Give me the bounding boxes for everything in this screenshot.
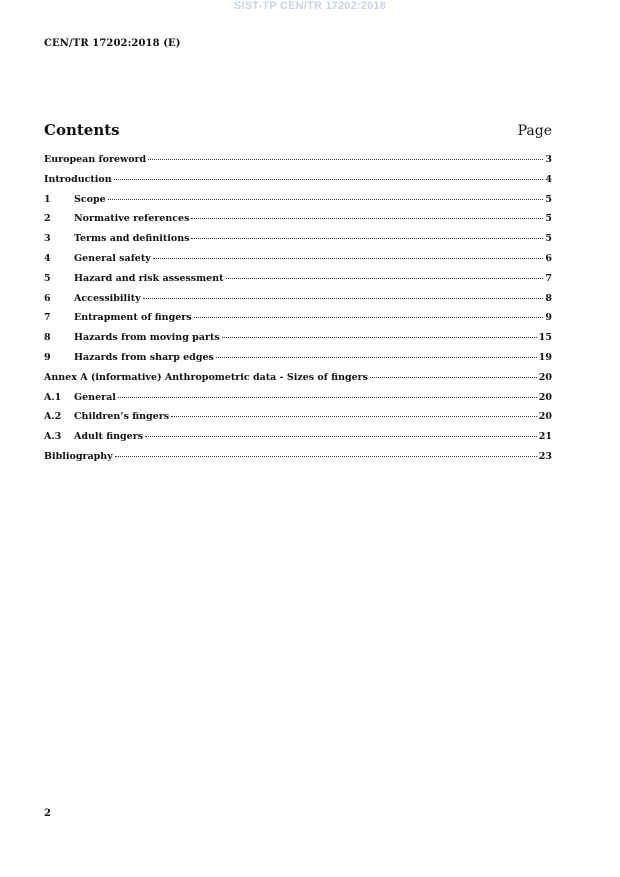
toc-dot-leader [148,159,543,160]
toc-entry[interactable] [44,154,552,174]
toc-entry-page: 20 [538,391,552,403]
document-id: CEN/TR 17202:2018 (E) [44,38,181,49]
toc-entry-number: 7 [44,312,51,324]
toc-entry-title: Introduction [44,173,112,185]
toc-entry-title: European foreword [44,154,147,165]
toc-entry-title: Scope [74,193,106,205]
toc-entry-page: 20 [538,411,552,423]
toc-entry-page: 5 [545,233,552,245]
toc-dot-leader [222,337,537,338]
toc-entry-number: 1 [44,193,51,205]
toc-entry[interactable] [44,253,552,273]
toc-entry-page: 5 [545,193,552,205]
contents-header [44,121,552,139]
watermark: SIST-TP CEN/TR 17202:2018 [233,0,387,12]
toc-dot-leader [118,397,537,398]
toc-dot-leader [114,179,544,180]
toc-dot-leader [115,456,537,457]
toc-entry[interactable] [44,174,552,194]
toc-entry-page: 23 [538,450,552,462]
toc-dot-leader [191,238,543,239]
toc-entry-page: 7 [545,272,552,284]
toc-entry-number: 6 [44,292,51,304]
toc-entry-title: Annex A (informative) Anthropometric data - Sizes of fingers [44,371,369,383]
toc-dot-leader [370,377,537,378]
toc-entry[interactable] [44,194,552,214]
toc-entry-number: 4 [44,252,51,264]
toc-entry-title: Bibliography [44,450,113,462]
toc-entry-title: Hazards from moving parts [74,332,220,344]
toc-entry[interactable] [44,372,552,392]
toc-entry-title: General [74,391,116,403]
toc-entry-page: 5 [545,213,552,225]
page-number: 2 [44,808,51,819]
toc-entry[interactable] [44,312,552,332]
toc-entry-number: A.1 [44,391,62,403]
toc-entry-page: 15 [538,332,552,344]
toc-entry[interactable] [44,431,552,451]
contents-title: Contents [44,121,120,139]
toc-entry-page: 6 [545,252,552,264]
toc-entry[interactable] [44,451,552,471]
toc-entry-title: Children’s fingers [74,411,170,423]
toc-entry-title: Accessibility [74,292,141,304]
toc-entry[interactable] [44,392,552,412]
toc-dot-leader [143,298,544,299]
toc-dot-leader [226,278,544,279]
toc-entry[interactable] [44,352,552,372]
toc-entry-title: General safety [74,252,151,264]
toc-entry[interactable] [44,273,552,293]
toc-dot-leader [194,317,544,318]
toc-entry-title: Hazard and risk assessment [74,272,224,284]
toc-dot-leader [108,199,544,200]
toc-entry[interactable] [44,332,552,352]
page-column-label: Page [517,123,552,139]
toc-entry-number: 5 [44,272,51,284]
toc-dot-leader [216,357,537,358]
toc-entry-page: 19 [538,351,552,363]
toc-entry-title: Adult fingers [74,431,144,443]
toc-entry[interactable] [44,213,552,233]
toc-entry-page: 20 [538,371,552,383]
toc-entry-number: 2 [44,213,51,225]
toc-entry-number: A.2 [44,411,62,423]
toc-entry-title: Entrapment of fingers [74,312,192,324]
toc-entry-number: A.3 [44,431,62,443]
toc-entry[interactable] [44,293,552,313]
toc-entry-number: 3 [44,233,51,245]
toc-entry-page: 9 [545,312,552,324]
toc-entry-title: Hazards from sharp edges [74,351,214,363]
toc-entry-title: Normative references [74,213,190,225]
toc-dot-leader [153,258,544,259]
toc-dot-leader [191,218,543,219]
toc-dot-leader [171,416,537,417]
table-of-contents [44,154,552,471]
toc-entry-page: 4 [545,173,552,185]
toc-entry-number: 8 [44,332,51,344]
toc-entry-title: Terms and definitions [74,233,190,245]
toc-entry-page: 3 [545,154,552,165]
toc-entry-page: 8 [545,292,552,304]
toc-dot-leader [145,436,537,437]
toc-entry[interactable] [44,411,552,431]
toc-entry-number: 9 [44,351,51,363]
toc-entry-page: 21 [538,431,552,443]
toc-entry[interactable] [44,233,552,253]
